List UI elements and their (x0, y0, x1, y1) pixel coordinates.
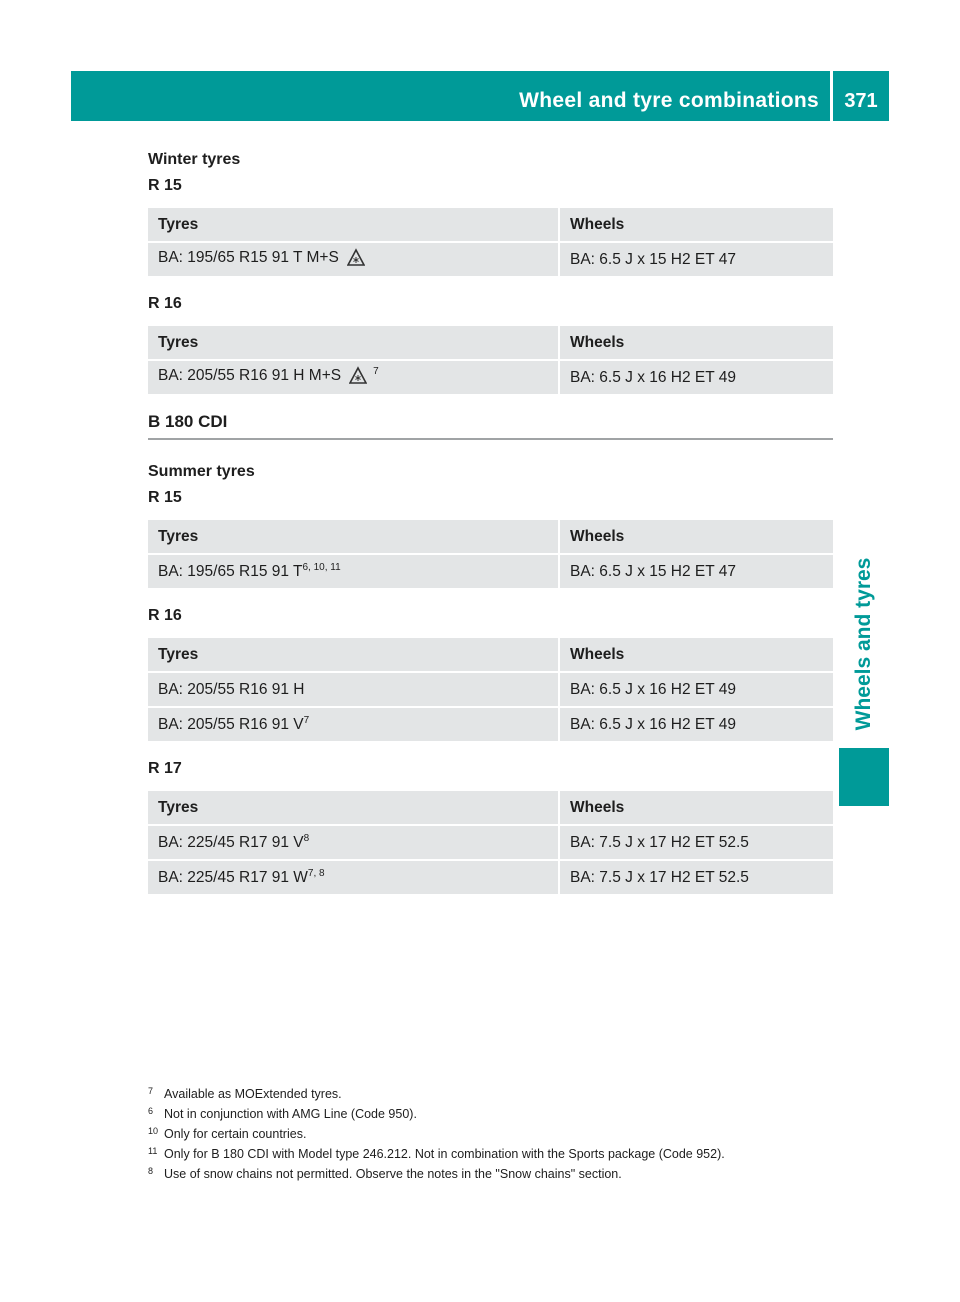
summer-r17-table (148, 791, 834, 894)
table-header-row (148, 791, 833, 825)
wheel-spec: BA: 7.5 J x 17 H2 ET 52.5 (559, 825, 833, 860)
header-bar (71, 71, 889, 121)
footnote-number: 8 (148, 1166, 154, 1176)
tyre-spec: BA: 225/45 R17 91 V (158, 833, 304, 851)
footnote-ref: 8 (303, 832, 310, 844)
tyre-cell (148, 825, 559, 860)
snowflake-mountain-icon (347, 248, 365, 271)
col-header-wheels: Wheels (559, 791, 833, 825)
page-title: Wheel and tyre combinations (519, 89, 819, 112)
summer-r15-table (148, 520, 834, 588)
footnotes (148, 1084, 848, 1184)
snowflake-mountain-icon (349, 366, 367, 389)
side-tab-text: Wheels and tyres (852, 557, 875, 731)
size-label-r16-summer: R 16 (148, 607, 182, 624)
footnote-ref: 7, 8 (307, 867, 325, 879)
table-row (148, 860, 833, 894)
table-row (148, 825, 833, 860)
table-header-row (148, 208, 833, 242)
size-label-r17-summer: R 17 (148, 760, 182, 777)
table-row (148, 672, 833, 707)
tyre-spec: BA: 205/55 R16 91 V (158, 715, 304, 733)
size-label-r16-winter: R 16 (148, 295, 182, 312)
footnote (148, 1084, 848, 1104)
tyre-spec: BA: 195/65 R15 91 T (158, 562, 303, 580)
tyre-spec: BA: 205/55 R16 91 H M+S (158, 367, 342, 384)
summer-tyres-heading: Summer tyres (148, 463, 255, 480)
footnote-text: Only for B 180 CDI with Model type 246.212. Not in combination with the Sports package (Code 952). (164, 1147, 725, 1161)
footnote-number: 11 (148, 1146, 158, 1156)
size-label-r15-winter: R 15 (148, 177, 182, 194)
footnote-text: Not in conjunction with AMG Line (Code 950). (164, 1107, 417, 1121)
col-header-tyres: Tyres (148, 791, 559, 825)
table-row (148, 242, 833, 276)
col-header-wheels: Wheels (559, 638, 833, 672)
footnote-number: 10 (148, 1126, 159, 1136)
summer-r16-table (148, 638, 834, 741)
footnote-text: Use of snow chains not permitted. Observe the notes in the "Snow chains" section. (164, 1167, 622, 1181)
winter-r16-table (148, 326, 834, 394)
winter-tyres-heading: Winter tyres (148, 151, 241, 168)
table-header-row (148, 638, 833, 672)
tyre-cell (148, 707, 559, 741)
footnote (148, 1124, 848, 1144)
table-row (148, 360, 833, 394)
tyre-cell (148, 554, 559, 588)
tyre-spec: BA: 225/45 R17 91 W (158, 868, 308, 886)
page-number: 371 (844, 90, 878, 112)
table-header-row (148, 520, 833, 554)
tyre-cell (148, 242, 559, 276)
tyre-cell (148, 360, 559, 394)
tyre-spec: BA: 205/55 R16 91 H (158, 680, 305, 698)
wheel-spec: BA: 6.5 J x 15 H2 ET 47 (559, 554, 833, 588)
wheel-spec: BA: 6.5 J x 15 H2 ET 47 (559, 242, 833, 276)
col-header-tyres: Tyres (148, 208, 559, 242)
tyre-cell (148, 860, 559, 894)
footnote-number: 7 (148, 1086, 154, 1096)
main-content (148, 150, 834, 912)
footnote-text: Available as MOExtended tyres. (164, 1087, 342, 1101)
col-header-tyres: Tyres (148, 520, 559, 554)
tyre-cell (148, 672, 559, 707)
model-heading: B 180 CDI (148, 412, 833, 440)
footnote-number: 6 (148, 1106, 154, 1116)
wheel-spec: BA: 7.5 J x 17 H2 ET 52.5 (559, 860, 833, 894)
col-header-tyres: Tyres (148, 638, 559, 672)
size-label-r15-summer: R 15 (148, 489, 182, 506)
table-row (148, 554, 833, 588)
winter-r15-table (148, 208, 834, 276)
footnote-ref: 6, 10, 11 (302, 561, 341, 573)
wheel-spec: BA: 6.5 J x 16 H2 ET 49 (559, 672, 833, 707)
col-header-wheels: Wheels (559, 326, 833, 360)
wheel-spec: BA: 6.5 J x 16 H2 ET 49 (559, 360, 833, 394)
footnote (148, 1144, 848, 1164)
side-tab-marker (839, 748, 889, 806)
footnote-ref: 7 (303, 714, 310, 726)
footnote (148, 1164, 848, 1184)
table-header-row (148, 326, 833, 360)
wheel-spec: BA: 6.5 J x 16 H2 ET 49 (559, 707, 833, 741)
table-row (148, 707, 833, 741)
col-header-tyres: Tyres (148, 326, 559, 360)
tyre-spec: BA: 195/65 R15 91 T M+S (158, 249, 339, 266)
side-tab-label (839, 540, 889, 748)
footnote (148, 1104, 848, 1124)
footnote-text: Only for certain countries. (164, 1127, 307, 1141)
footnote-ref: 7 (373, 366, 379, 377)
col-header-wheels: Wheels (559, 520, 833, 554)
col-header-wheels: Wheels (559, 208, 833, 242)
